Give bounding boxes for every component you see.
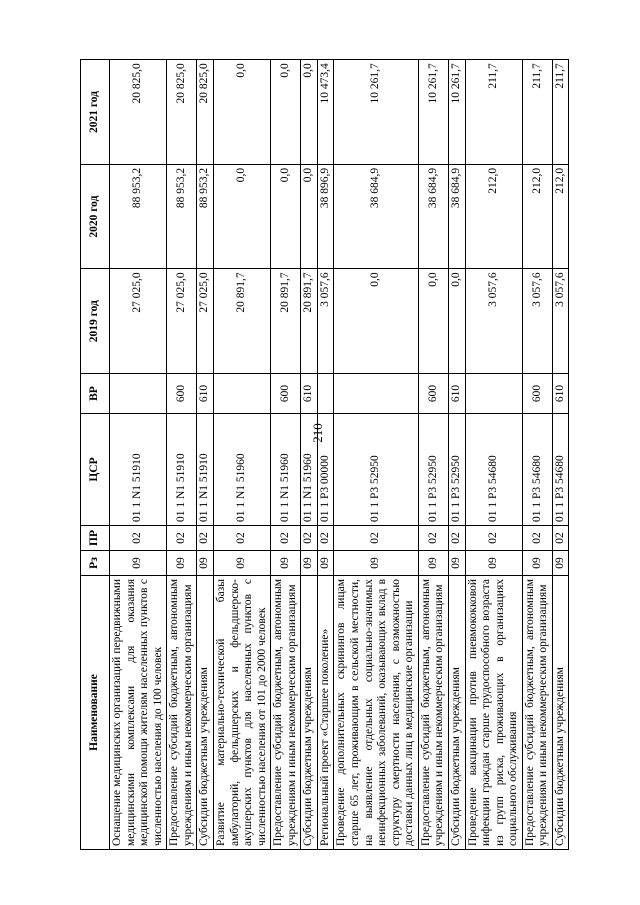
cell-2020: 212,0 — [465, 164, 522, 269]
cell-name: Проведение дополнительных скринингов лицам старше 65 лет, проживающим в сельской местности, на выявление отдельных социально-значимых неинфекционных заболеваний, оказывающих вклад в структуру смертности населения, с возможностью доставки данных лиц в медицинские организации — [334, 576, 418, 850]
table-row — [213, 60, 270, 850]
table-row — [418, 60, 448, 850]
cell-csr: 01 1 P3 54680 — [552, 414, 569, 526]
cell-pr: 02 — [522, 526, 552, 551]
cell-csr: 01 1 P3 52950 — [334, 414, 418, 526]
cell-name: Оснащение медицинских организаций передвижными медицинскими комплексами для оказания медицинской помощи жителям населенных пунктов с численностью населения до 100 человек — [110, 576, 167, 850]
cell-2021: 10 261,7 — [334, 60, 418, 165]
cell-2019: 20 891,7 — [213, 269, 270, 374]
table-row — [334, 60, 418, 850]
cell-rz: 09 — [418, 551, 448, 576]
cell-name: Субсидии бюджетным учреждениям — [301, 576, 318, 850]
cell-2019: 0,0 — [334, 269, 418, 374]
cell-2019: 0,0 — [418, 269, 448, 374]
cell-rz: 09 — [465, 551, 522, 576]
table-row — [522, 60, 552, 850]
cell-csr: 01 1 N1 51910 — [197, 414, 214, 526]
cell-vr: 600 — [167, 374, 197, 414]
cell-2019: 0,0 — [448, 269, 465, 374]
cell-2019: 3 057,6 — [465, 269, 522, 374]
cell-pr: 02 — [448, 526, 465, 551]
cell-2021: 211,7 — [552, 60, 569, 165]
cell-rz: 09 — [167, 551, 197, 576]
cell-2021: 211,7 — [522, 60, 552, 165]
cell-2021: 10 261,7 — [448, 60, 465, 165]
cell-2019: 3 057,6 — [552, 269, 569, 374]
cell-name: Субсидии бюджетным учреждениям — [448, 576, 465, 850]
cell-2020: 0,0 — [271, 164, 301, 269]
cell-vr — [334, 374, 418, 414]
cell-csr: 01 1 N1 51960 — [301, 414, 318, 526]
table-row — [167, 60, 197, 850]
cell-csr: 01 1 P3 00000 — [317, 414, 334, 526]
header-2021: 2021 год — [81, 60, 110, 165]
cell-vr: 610 — [197, 374, 214, 414]
cell-2020: 38 684,9 — [448, 164, 465, 269]
cell-csr: 01 1 N1 51910 — [167, 414, 197, 526]
cell-name: Субсидии бюджетным учреждениям — [552, 576, 569, 850]
header-rz: Рз — [81, 551, 110, 576]
cell-csr: 01 1 N1 51910 — [110, 414, 167, 526]
table-row — [197, 60, 214, 850]
cell-rz: 09 — [197, 551, 214, 576]
cell-2019: 3 057,6 — [522, 269, 552, 374]
cell-rz: 09 — [271, 551, 301, 576]
cell-name: Проведение вакцинации против пневмококковой инфекции граждан старше трудоспособного возраста из групп риска, проживающих в организациях социального обслуживания — [465, 576, 522, 850]
rotated-page-content — [80, 60, 640, 850]
table-row — [317, 60, 334, 850]
cell-2020: 0,0 — [301, 164, 318, 269]
cell-2020: 88 953,2 — [167, 164, 197, 269]
cell-pr: 02 — [213, 526, 270, 551]
cell-vr: 600 — [418, 374, 448, 414]
cell-vr: 610 — [301, 374, 318, 414]
header-vr: ВР — [81, 374, 110, 414]
cell-name: Предоставление субсидий бюджетным, автономным учреждениям и иным некоммерческим организациям — [167, 576, 197, 850]
cell-name: Региональный проект «Старшее поколение» — [317, 576, 334, 850]
cell-2019: 20 891,7 — [271, 269, 301, 374]
cell-2021: 0,0 — [301, 60, 318, 165]
cell-rz: 09 — [110, 551, 167, 576]
cell-vr: 610 — [448, 374, 465, 414]
header-2020: 2020 год — [81, 164, 110, 269]
table-row — [448, 60, 465, 850]
cell-pr: 02 — [317, 526, 334, 551]
cell-2019: 27 025,0 — [167, 269, 197, 374]
cell-name: Субсидии бюджетным учреждениям — [197, 576, 214, 850]
cell-vr — [465, 374, 522, 414]
cell-pr: 02 — [271, 526, 301, 551]
cell-2020: 38 896,9 — [317, 164, 334, 269]
table-row — [552, 60, 569, 850]
cell-2021: 10 261,7 — [418, 60, 448, 165]
cell-2020: 38 684,9 — [418, 164, 448, 269]
header-csr: ЦСР — [81, 414, 110, 526]
cell-2019: 27 025,0 — [110, 269, 167, 374]
table-row — [465, 60, 522, 850]
cell-csr: 01 1 P3 54680 — [522, 414, 552, 526]
cell-name: Предоставление субсидий бюджетным, автономным учреждениям и иным некоммерческим организациям — [271, 576, 301, 850]
table-row — [271, 60, 301, 850]
cell-vr — [213, 374, 270, 414]
cell-2020: 212,0 — [522, 164, 552, 269]
header-2019: 2019 год — [81, 269, 110, 374]
cell-2021: 20 825,0 — [197, 60, 214, 165]
cell-rz: 09 — [213, 551, 270, 576]
cell-vr — [317, 374, 334, 414]
cell-2021: 211,7 — [465, 60, 522, 165]
cell-2021: 0,0 — [213, 60, 270, 165]
cell-vr: 600 — [271, 374, 301, 414]
cell-pr: 02 — [110, 526, 167, 551]
cell-name: Развитие материально-технической базы амбулаторий, фельдшерских и фельдшерско-акушерских пунктов для населенных пунктов с численностью населения от 101 до 2000 человек — [213, 576, 270, 850]
table-row — [110, 60, 167, 850]
cell-2019: 20 891,7 — [301, 269, 318, 374]
cell-2019: 27 025,0 — [197, 269, 214, 374]
cell-rz: 09 — [448, 551, 465, 576]
budget-table — [80, 59, 569, 850]
cell-pr: 02 — [552, 526, 569, 551]
cell-rz: 09 — [334, 551, 418, 576]
cell-pr: 02 — [334, 526, 418, 551]
cell-csr: 01 1 N1 51960 — [271, 414, 301, 526]
header-pr: ПР — [81, 526, 110, 551]
cell-2021: 20 825,0 — [167, 60, 197, 165]
cell-csr: 01 1 P3 54680 — [465, 414, 522, 526]
cell-2020: 88 953,2 — [197, 164, 214, 269]
table-row — [301, 60, 318, 850]
cell-vr — [110, 374, 167, 414]
cell-2021: 10 473,4 — [317, 60, 334, 165]
cell-name: Предоставление субсидий бюджетным, автономным учреждениям и иным некоммерческим организациям — [522, 576, 552, 850]
cell-vr: 600 — [522, 374, 552, 414]
cell-2020: 88 953,2 — [110, 164, 167, 269]
cell-rz: 09 — [301, 551, 318, 576]
cell-csr: 01 1 N1 51960 — [213, 414, 270, 526]
cell-rz: 09 — [522, 551, 552, 576]
cell-2021: 0,0 — [271, 60, 301, 165]
cell-pr: 02 — [301, 526, 318, 551]
cell-name: Предоставление субсидий бюджетным, автономным учреждениям и иным некоммерческим организациям — [418, 576, 448, 850]
cell-pr: 02 — [465, 526, 522, 551]
cell-pr: 02 — [418, 526, 448, 551]
page-number: 210 — [310, 423, 325, 443]
cell-2021: 20 825,0 — [110, 60, 167, 165]
cell-2020: 38 684,9 — [334, 164, 418, 269]
cell-2020: 0,0 — [213, 164, 270, 269]
cell-csr: 01 1 P3 52950 — [448, 414, 465, 526]
cell-pr: 02 — [167, 526, 197, 551]
cell-vr: 610 — [552, 374, 569, 414]
cell-csr: 01 1 P3 52950 — [418, 414, 448, 526]
cell-rz: 09 — [317, 551, 334, 576]
cell-rz: 09 — [552, 551, 569, 576]
table-header-row — [81, 60, 110, 850]
cell-2019: 3 057,6 — [317, 269, 334, 374]
cell-2020: 212,0 — [552, 164, 569, 269]
cell-pr: 02 — [197, 526, 214, 551]
header-name: Наименование — [81, 576, 110, 850]
